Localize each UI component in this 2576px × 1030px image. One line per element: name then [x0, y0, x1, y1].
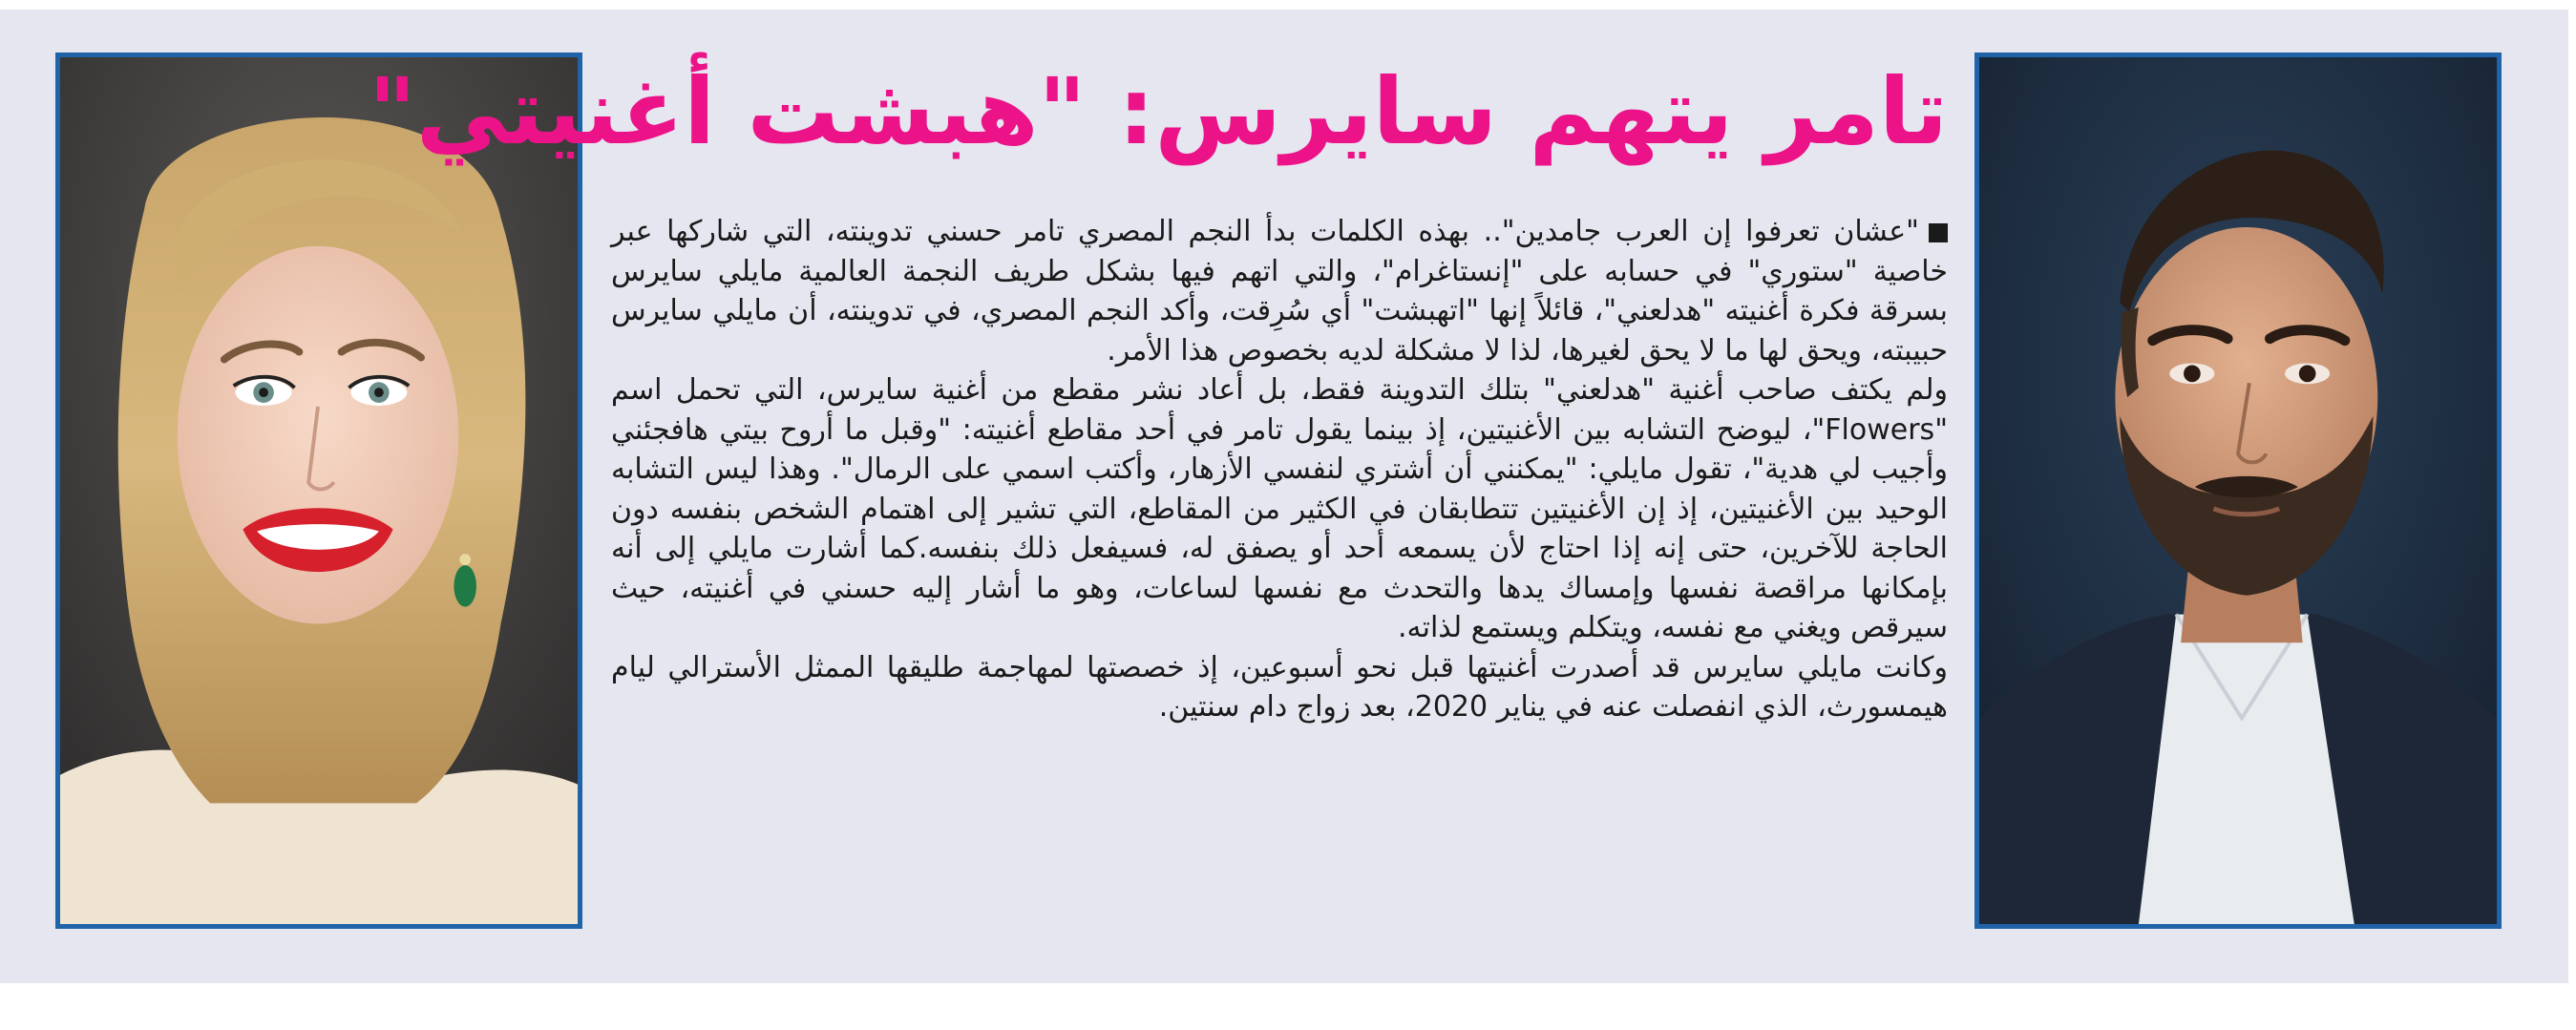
photo-miley-cyrus: [55, 53, 582, 929]
article-headline: تامر يتهم سايرس: "هبشت أغنيتي": [368, 58, 1948, 165]
article-paragraph: وكانت مايلي سايرس قد أصدرت أغنيتها قبل نحو أسبوعين، إذ خصصتها لمهاجمة طليقها الممثل الأسترالي ليام هيمسورث، الذي انفصلت عنه في يناير 2020، بعد زواج دام سنتين.: [611, 650, 1948, 724]
article-body: [611, 212, 1948, 727]
paragraph-text: "عشان تعرفوا إن العرب جامدين".. بهذه الكلمات بدأ النجم المصري تامر حسني تدوينته، التي شاركها عبر خاصية "ستوري" في حسابه على "إنستاغرام"، والتي اتهم فيها بشكل طريف النجمة العالمية مايلي سايرس بسرقة فكرة أغنيته "هدلعني"، قائلاً إنها "اتهبشت" أي سُرِقت، وأكد النجم المصري، في تدوينته، أن مايلي سايرس حبيبته، ويحق لها ما لا يحق لغيرها، لذا لا مشكلة لديه بخصوص هذا الأمر.: [611, 215, 1948, 368]
article-paragraph: ولم يكتف صاحب أغنية "هدلعني" بتلك التدوينة فقط، بل أعاد نشر مقطع من أغنية سايرس، التي تحمل اسم "Flowers"، ليوضح التشابه بين الأغنيتين، إذ بينما يقول تامر في أحد مقاطع أغنيته: "وقبل ما أروح بيتي هافجئني وأجيب لي هدية"، تقول مايلي: "يمكنني أن أشتري لنفسي الأزهار، وأكتب اسمي على الرمال". وهذا ليس التشابه الوحيد بين الأغنيتين، إذ إن الأغنيتين تتطابقان في الكثير من المقاطع، التي تشير إلى اهتمام الشخص بنفسه دون الحاجة للآخرين، حتى إنه إذا احتاج لأن يسمعه أحد أو يصفق له، فسيفعل ذلك بنفسه.كما أشارت مايلي إلى أنه بإمكانها مراقصة نفسها وإمساك يدها والتحدث مع نفسها لساعات، وهو ما أشار إليه حسني في أغنيته، حيث سيرقص ويغني مع نفسه، ويتكلم ويستمع لذاته.: [611, 373, 1948, 644]
article-paragraph: [611, 212, 1948, 370]
bullet-square-icon: [1929, 223, 1948, 242]
photo-tamer-hosny: [1974, 53, 2502, 929]
